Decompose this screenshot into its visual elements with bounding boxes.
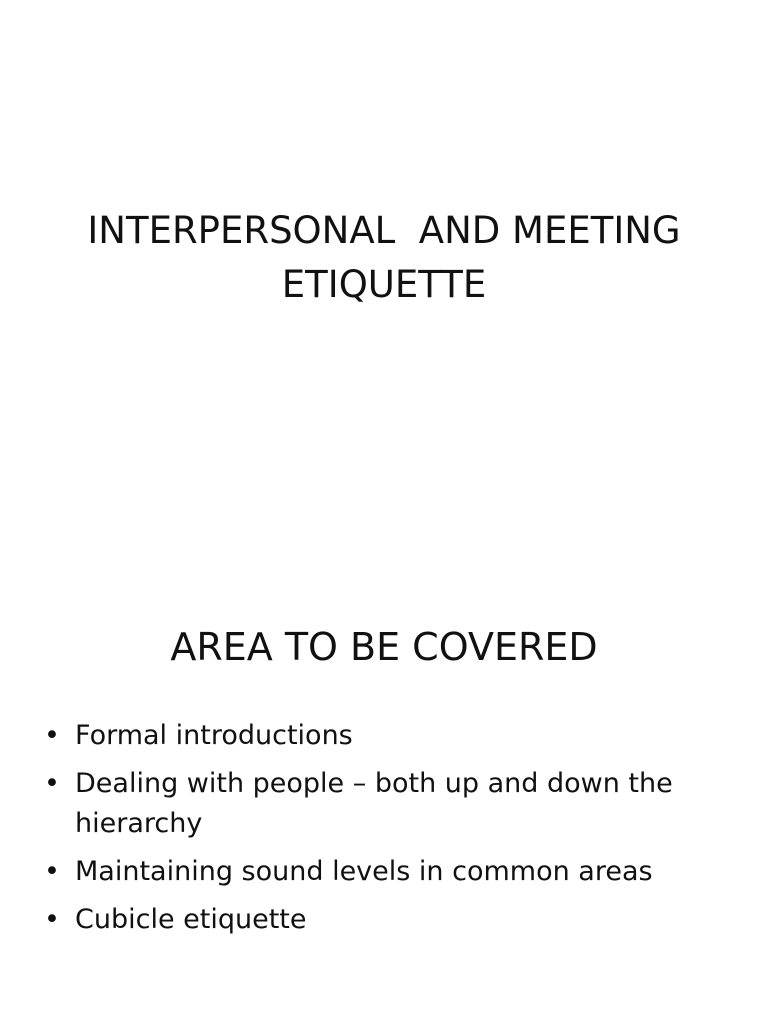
title-line-2: ETIQUETTE [281, 263, 487, 306]
bullet-text: Dealing with people – both up and down the hierarchy [75, 768, 673, 839]
bullet-text: Maintaining sound levels in common areas [75, 856, 653, 887]
bullet-text: Formal introductions [75, 720, 353, 751]
bullet-item [40, 900, 730, 940]
slide-title [0, 204, 768, 312]
slide-heading: AREA TO BE COVERED [170, 625, 598, 669]
bullet-icon: • [44, 856, 60, 887]
bullet-item [40, 716, 730, 756]
bullet-icon: • [44, 720, 60, 751]
bullet-item [40, 852, 730, 892]
bullet-icon: • [44, 768, 60, 799]
bullet-list [40, 716, 730, 948]
content-slide [0, 576, 768, 1024]
bullet-item [40, 764, 730, 844]
title-line-1: INTERPERSONAL AND MEETING [87, 209, 681, 252]
bullet-icon: • [44, 904, 60, 935]
bullet-text: Cubicle etiquette [75, 904, 307, 935]
